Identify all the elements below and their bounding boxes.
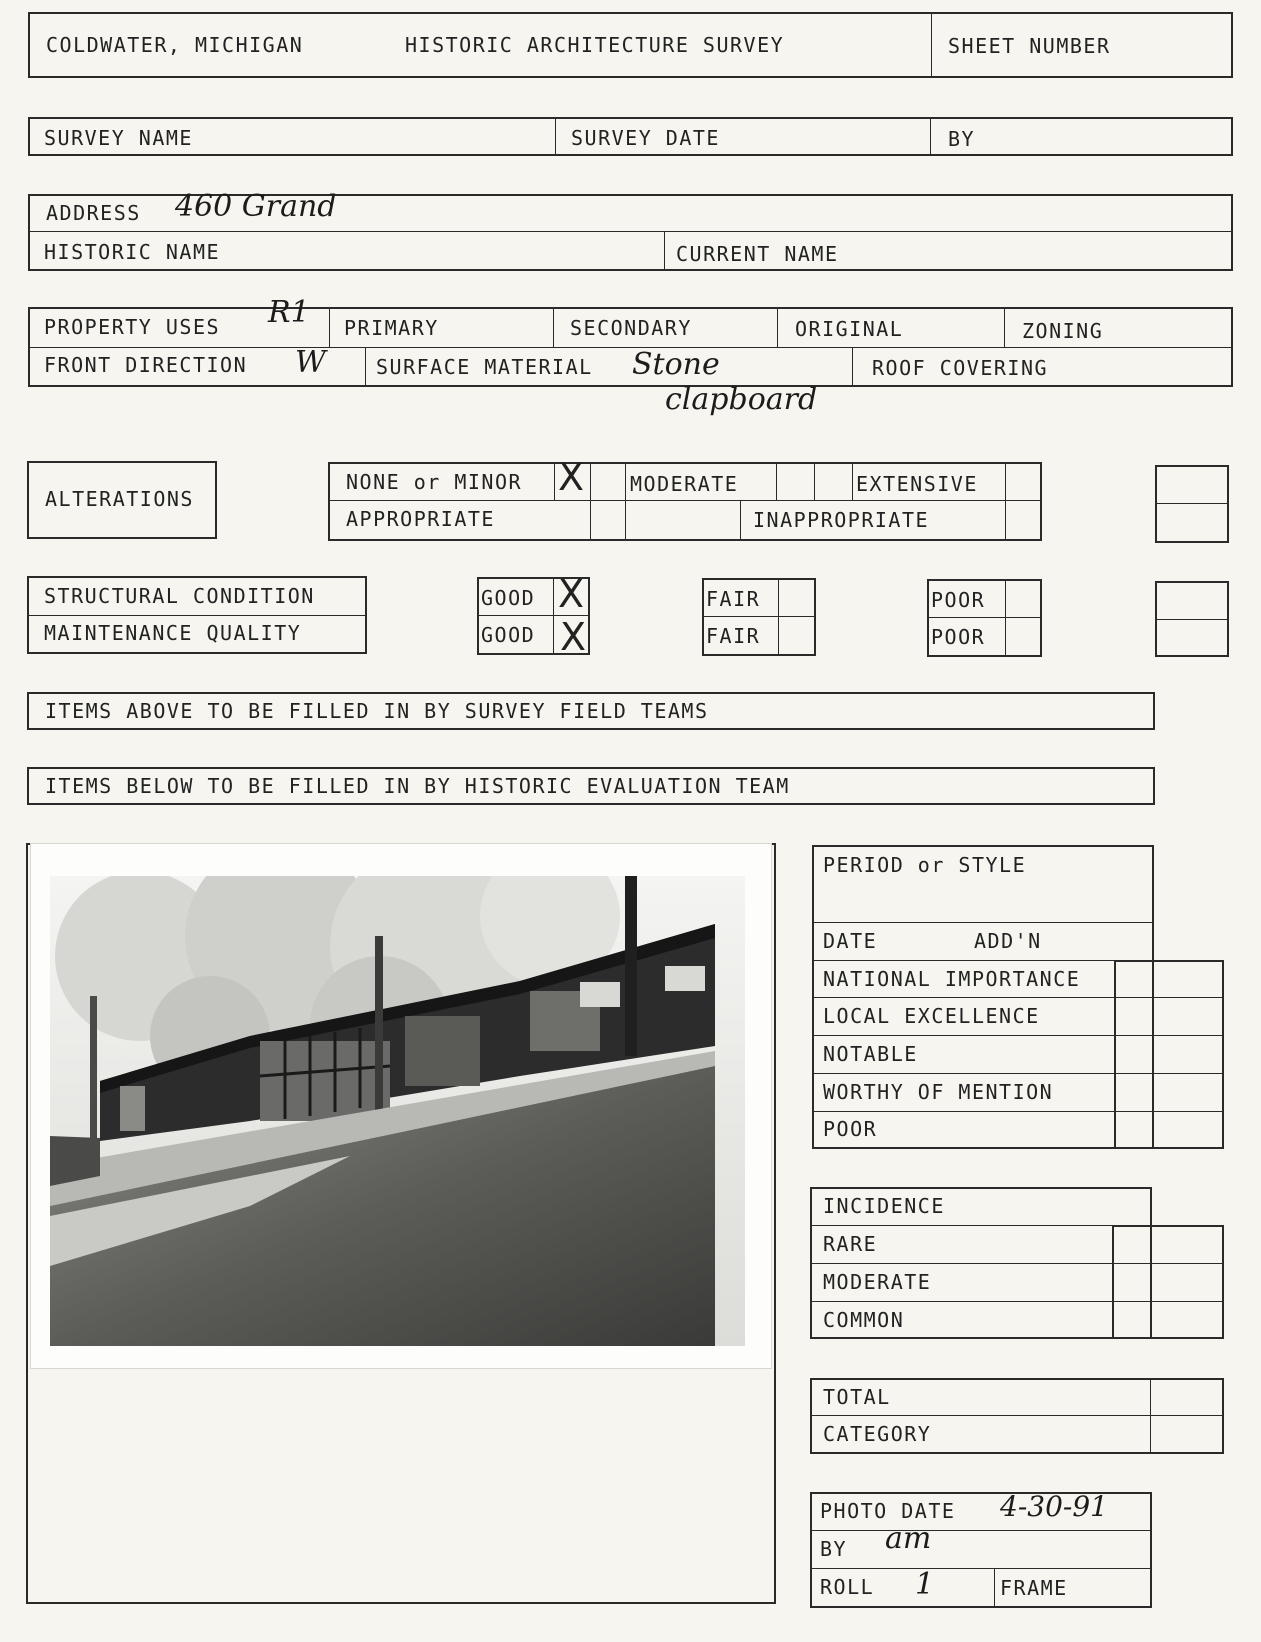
front-direction-value: W <box>295 345 326 380</box>
rare-label: RARE <box>823 1232 878 1256</box>
period-style-label: PERIOD or STYLE <box>823 853 1027 877</box>
appropriate-label: APPROPRIATE <box>346 507 495 531</box>
evaluation-score-column <box>1114 960 1224 1149</box>
surface-material-value-2: clapboard <box>665 382 818 417</box>
poor-structural-label: POOR <box>931 588 986 612</box>
note-below: ITEMS BELOW TO BE FILLED IN BY HISTORIC EVALUATION TEAM <box>45 774 790 798</box>
photo-by-value: am <box>885 1521 932 1556</box>
photo-by-label: BY <box>820 1537 848 1561</box>
sheet-number-label: SHEET NUMBER <box>948 34 1111 58</box>
city-label: COLDWATER, MICHIGAN <box>46 33 304 57</box>
incidence-label: INCIDENCE <box>823 1194 945 1218</box>
roll-label: ROLL <box>820 1575 875 1599</box>
alterations-label: ALTERATIONS <box>45 487 194 511</box>
moderate-label: MODERATE <box>630 472 739 496</box>
surface-material-label: SURFACE MATERIAL <box>376 355 593 379</box>
incidence-moderate-label: MODERATE <box>823 1270 932 1294</box>
evaluation-poor-label: POOR <box>823 1117 878 1141</box>
structural-condition-label: STRUCTURAL CONDITION <box>44 584 315 608</box>
survey-by-label: BY <box>948 127 976 151</box>
local-excellence-label: LOCAL EXCELLENCE <box>823 1004 1040 1028</box>
maintenance-good-mark: X <box>560 615 587 659</box>
property-uses-value: R1 <box>268 295 310 330</box>
date-label: DATE <box>823 929 878 953</box>
photo-date-value: 4-30-91 <box>1000 1490 1108 1523</box>
category-label: CATEGORY <box>823 1422 932 1446</box>
maintenance-quality-label: MAINTENANCE QUALITY <box>44 621 302 645</box>
good-maintenance-label: GOOD <box>481 623 536 647</box>
zoning-label: ZONING <box>1022 319 1104 343</box>
survey-title: HISTORIC ARCHITECTURE SURVEY <box>405 33 785 57</box>
total-label: TOTAL <box>823 1385 891 1409</box>
none-minor-label: NONE or MINOR <box>346 470 523 494</box>
common-label: COMMON <box>823 1308 905 1332</box>
front-direction-label: FRONT DIRECTION <box>44 353 248 377</box>
national-importance-label: NATIONAL IMPORTANCE <box>823 967 1081 991</box>
addn-label: ADD'N <box>974 929 1042 953</box>
address-label: ADDRESS <box>46 201 141 225</box>
building-photo <box>50 876 745 1346</box>
none-minor-mark: X <box>558 455 585 499</box>
incidence-score-column <box>1112 1225 1224 1339</box>
property-uses-label: PROPERTY USES <box>44 315 221 339</box>
historic-name-label: HISTORIC NAME <box>44 240 221 264</box>
fair-structural-label: FAIR <box>706 587 761 611</box>
frame-label: FRAME <box>1000 1576 1068 1600</box>
survey-date-label: SURVEY DATE <box>571 126 720 150</box>
fair-maintenance-label: FAIR <box>706 624 761 648</box>
extensive-label: EXTENSIVE <box>856 472 978 496</box>
current-name-label: CURRENT NAME <box>676 242 839 266</box>
poor-maintenance-label: POOR <box>931 625 986 649</box>
note-above: ITEMS ABOVE TO BE FILLED IN BY SURVEY FIELD TEAMS <box>45 699 709 723</box>
alterations-score-box <box>1155 465 1229 543</box>
photo-date-label: PHOTO DATE <box>820 1499 956 1523</box>
good-structural-label: GOOD <box>481 586 536 610</box>
address-value: 460 Grand <box>175 189 337 224</box>
secondary-label: SECONDARY <box>570 316 692 340</box>
survey-name-label: SURVEY NAME <box>44 126 193 150</box>
primary-label: PRIMARY <box>344 316 439 340</box>
worthy-of-mention-label: WORTHY OF MENTION <box>823 1080 1054 1104</box>
original-label: ORIGINAL <box>795 317 904 341</box>
roof-covering-label: ROOF COVERING <box>872 356 1049 380</box>
surface-material-value-1: Stone <box>632 347 720 382</box>
inappropriate-label: INAPPROPRIATE <box>753 508 930 532</box>
notable-label: NOTABLE <box>823 1042 918 1066</box>
roll-value: 1 <box>915 1567 935 1602</box>
structural-good-mark: X <box>558 572 585 616</box>
